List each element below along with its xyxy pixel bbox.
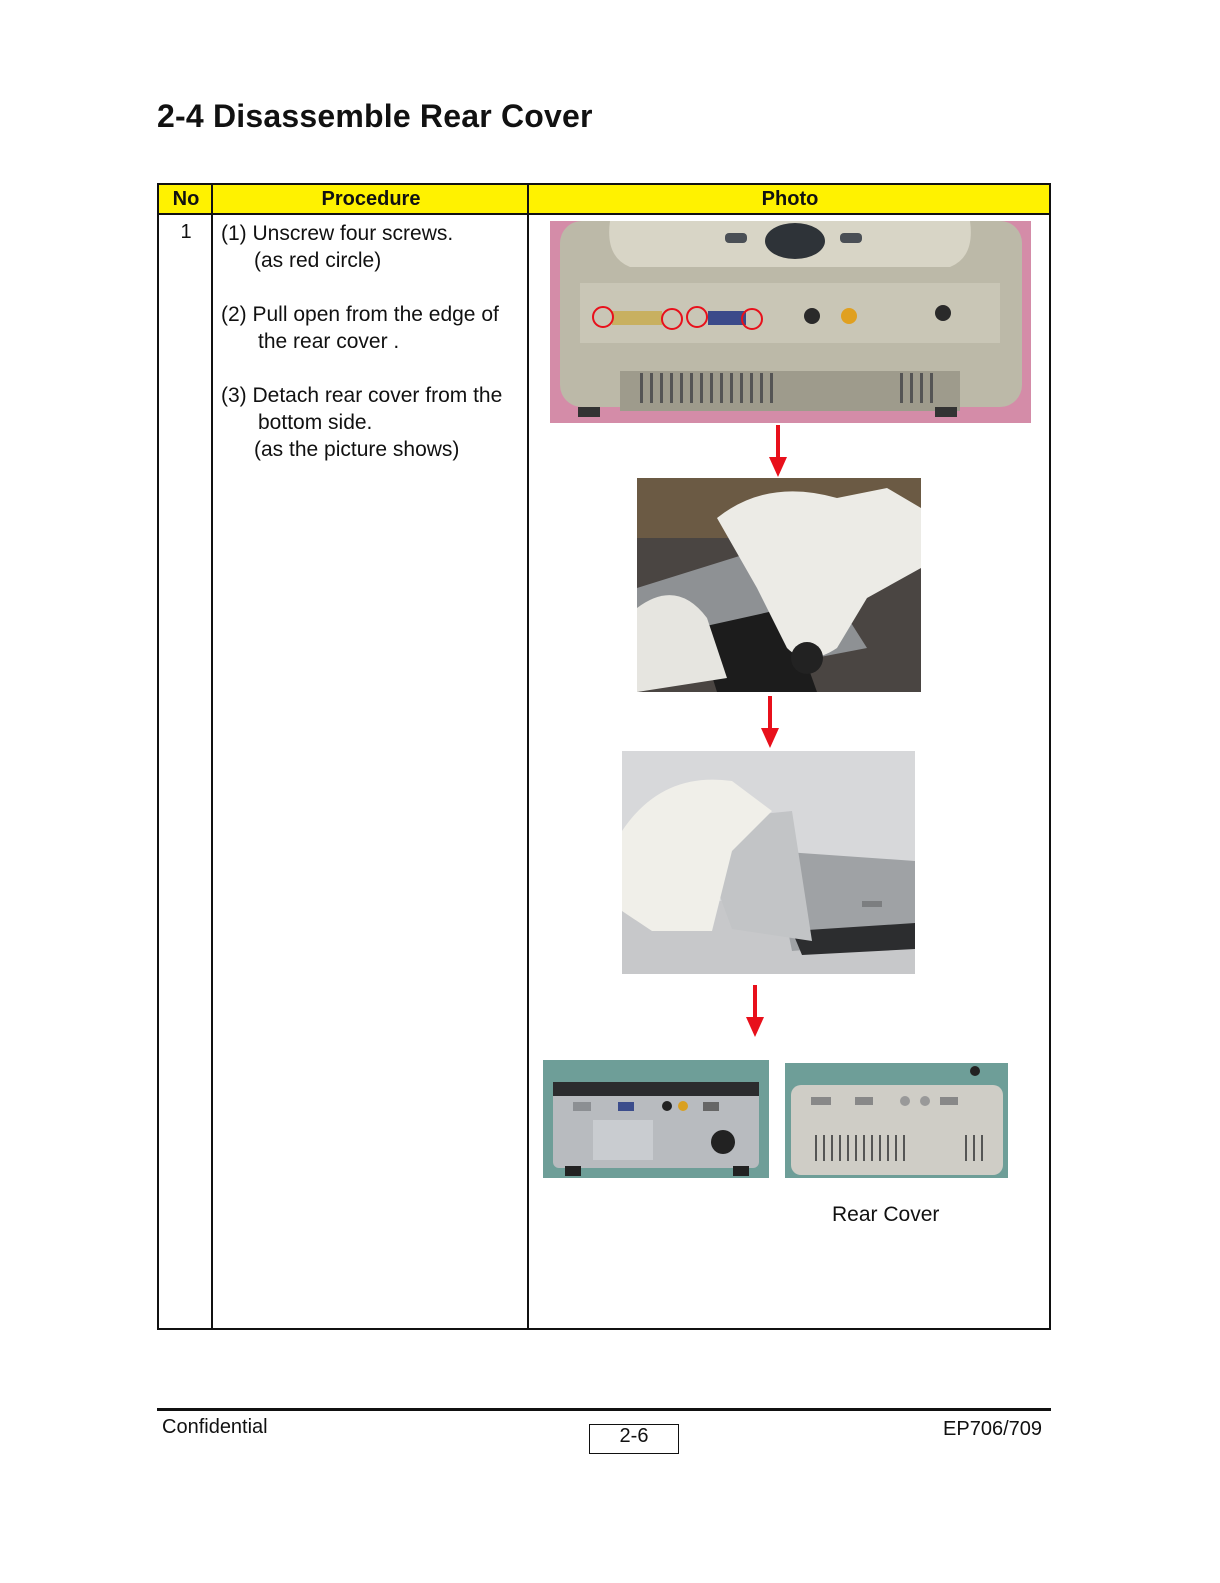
- header-photo: Photo: [761, 188, 819, 210]
- page-title: 2-4 Disassemble Rear Cover: [157, 98, 593, 134]
- photo-projector-no-cover: [543, 1060, 769, 1178]
- down-arrow-icon: [768, 425, 788, 477]
- column-divider: [211, 185, 213, 1328]
- header-no: No: [172, 188, 200, 210]
- row-number: 1: [180, 221, 192, 243]
- step-2-cont: the rear cover .: [258, 330, 400, 353]
- down-arrow-icon: [745, 985, 765, 1037]
- procedure-text: [221, 220, 529, 463]
- screw-markers: [550, 221, 1031, 423]
- step-3-cont: bottom side.: [258, 411, 373, 434]
- photo-rear-cover: [785, 1063, 1008, 1178]
- table-header: [159, 185, 1049, 215]
- step-1-note: (as red circle): [254, 249, 382, 272]
- footer-confidential: Confidential: [162, 1416, 268, 1438]
- screw-circle-1: [593, 307, 613, 327]
- screw-circle-2: [662, 309, 682, 329]
- footer-model: EP706/709: [943, 1418, 1042, 1440]
- step-3-note: (as the picture shows): [254, 438, 460, 461]
- footer-divider: [157, 1408, 1051, 1411]
- down-arrow-icon: [760, 696, 780, 748]
- photo-pull-open-edge: [637, 478, 921, 692]
- step-2: (2) Pull open from the edge of: [221, 303, 499, 326]
- screw-circle-3: [687, 307, 707, 327]
- photo-detach-cover: [622, 751, 915, 974]
- header-procedure: Procedure: [321, 188, 421, 210]
- photo-caption: Rear Cover: [832, 1203, 940, 1226]
- step-1: (1) Unscrew four screws.: [221, 222, 454, 245]
- page-number: 2-6: [589, 1424, 679, 1454]
- step-3: (3) Detach rear cover from the: [221, 384, 503, 407]
- screw-circle-4: [742, 309, 762, 329]
